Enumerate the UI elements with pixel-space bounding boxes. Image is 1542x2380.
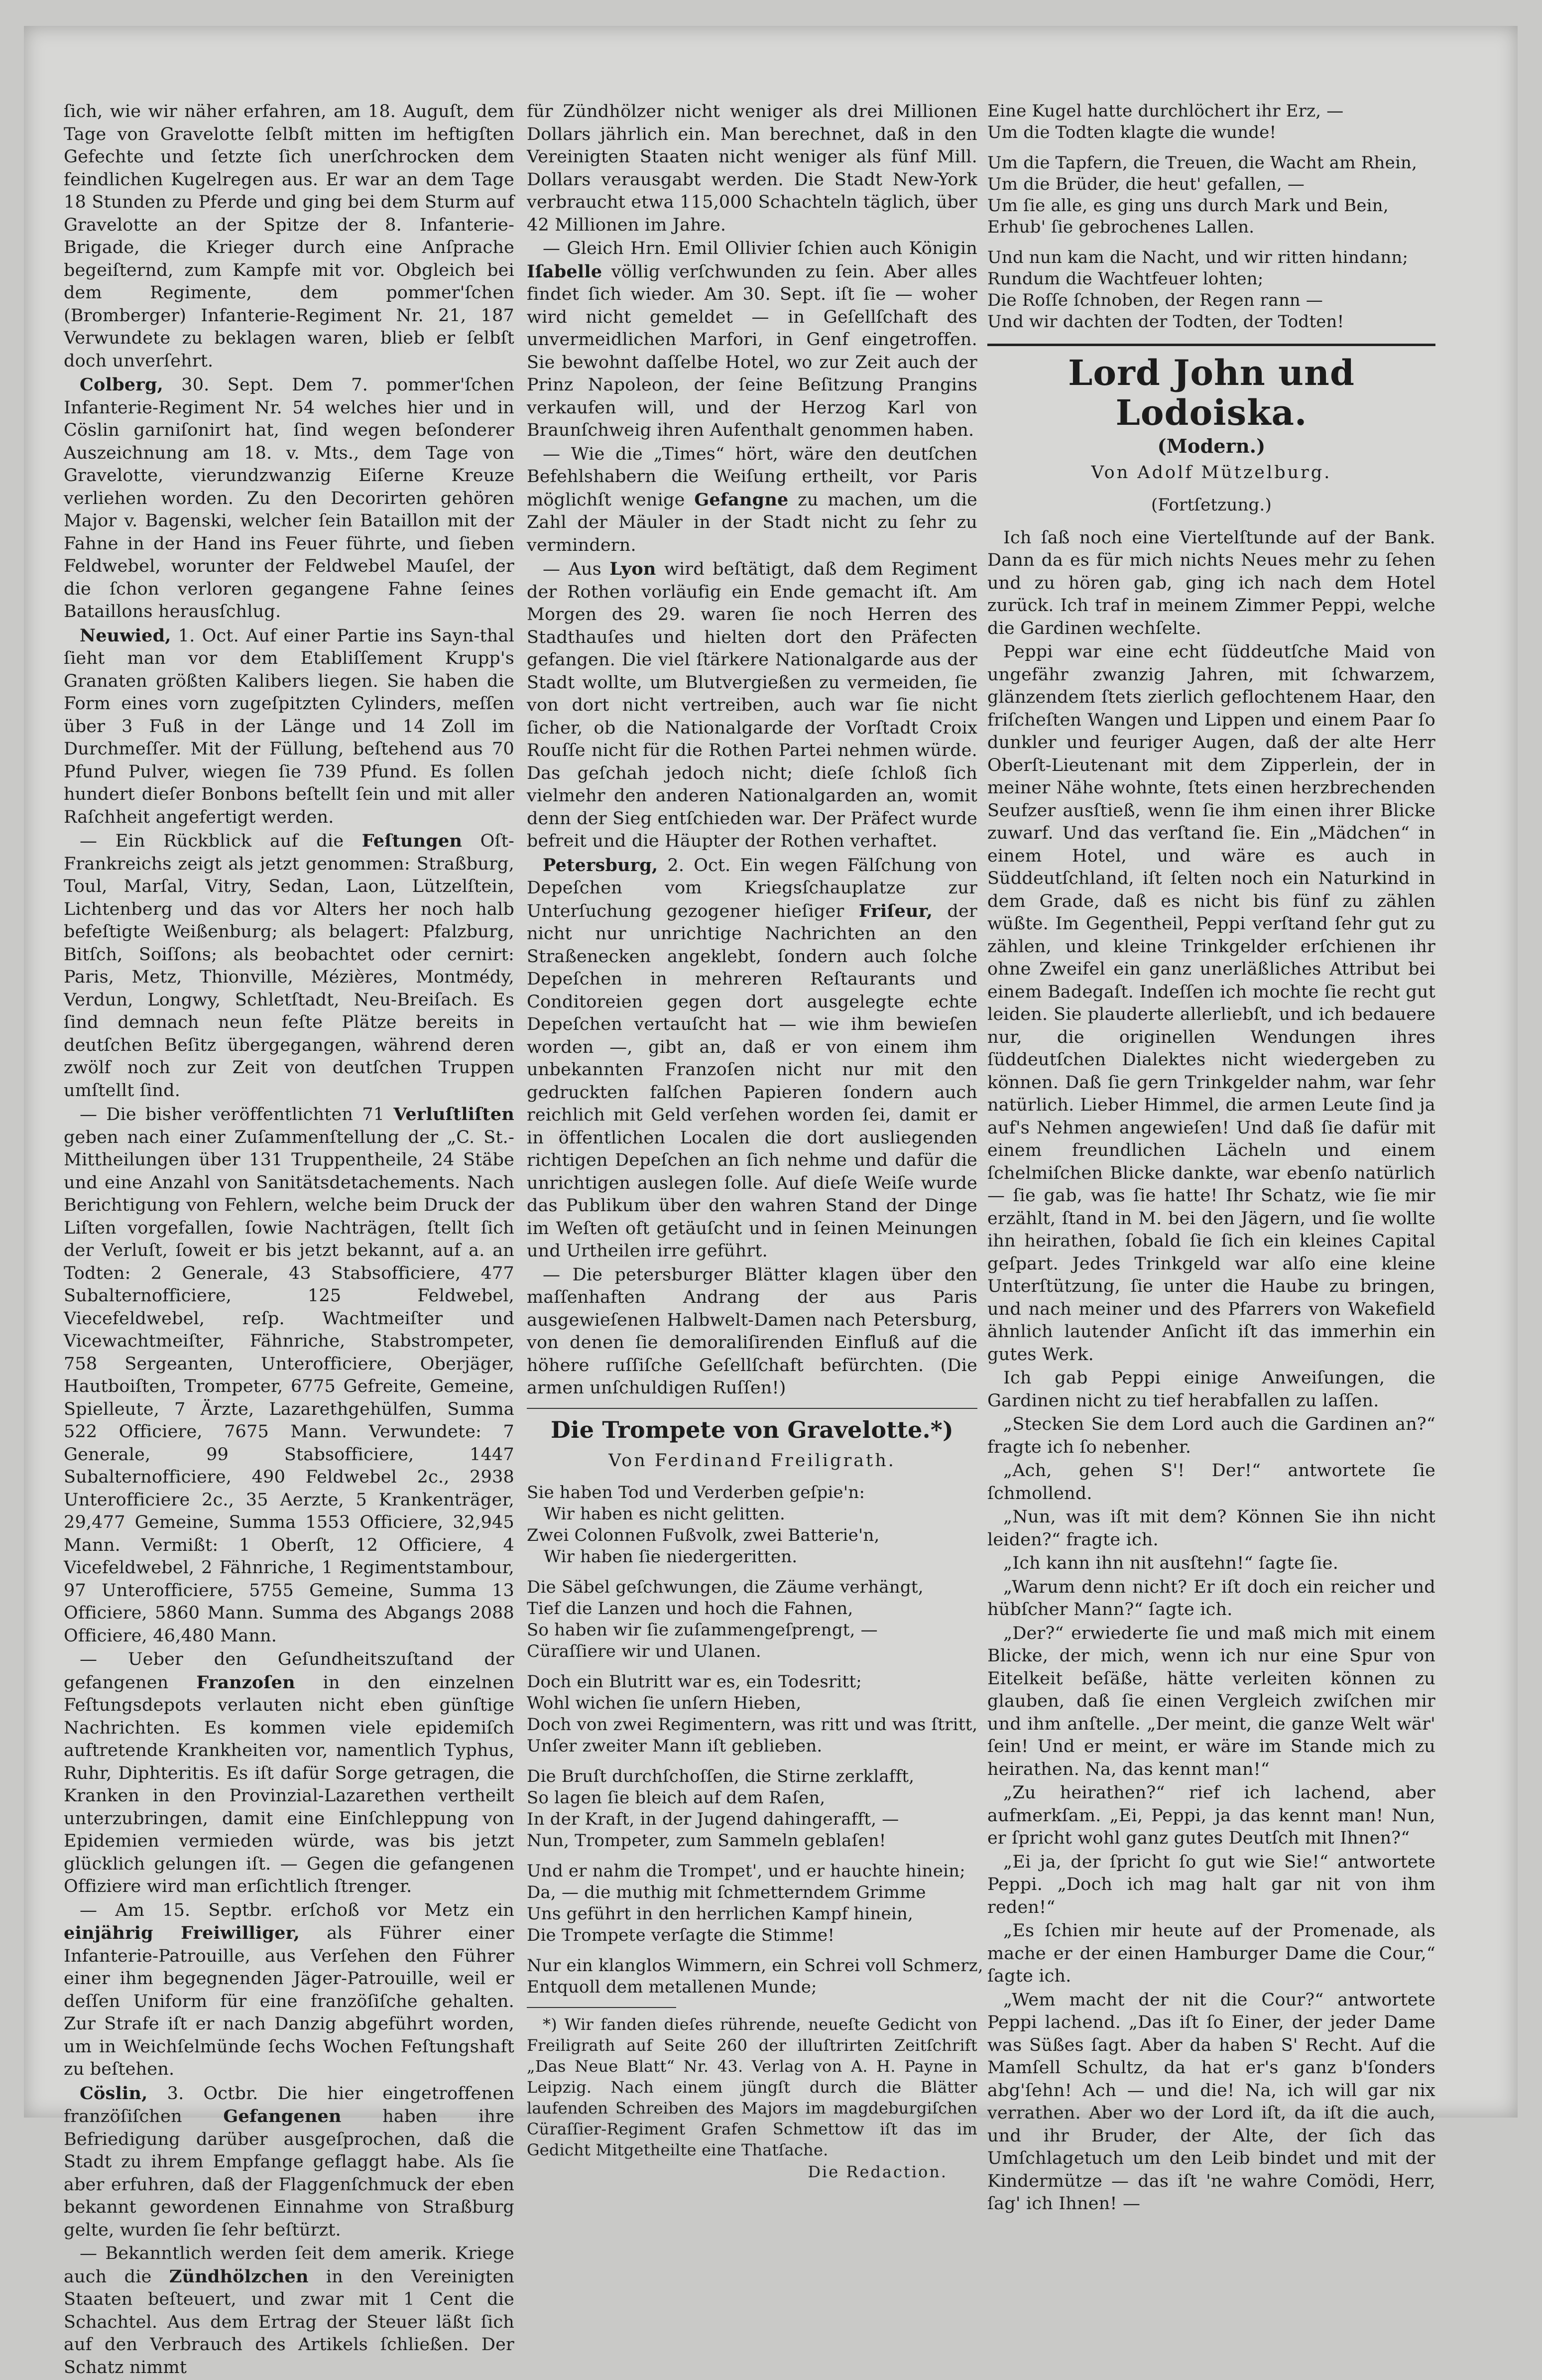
verse-line: Eine Kugel hatte durchlöchert ihr Erz, — — [987, 101, 1344, 121]
article-paragraph: — Die bisher veröffentlichten 71 Verluſtliſten geben nach einer Zuſammenſtellung der „C. St.-Mittheilungen über 131 Truppentheile, 24 Stäbe und eine Anzahl von Sanitätsdetachements. Nach Berichtigung von Fehlern, welche beim Druck der Liſten vorgefallen, ſowie Nachträgen, ſtellt ſich der Verluſt, ſoweit er bis jetzt bekannt, auf a. an Todten: 2 Generale, 43 Stabsofficiere, 477 Subalternofficiere, 125 Feldwebel, Viecefeldwebel, reſp. Wachtmeiſter und Vicewachtmeiſter, Fähnriche, Stabstrompeter, 758 Sergeanten, Unterofficiere, Oberjäger, Hautboiſten, Trompeter, 6775 Gefreite, Gemeine, Spielleute, 7 Ärzte, Lazarethgehülfen, Summa 522 Officiere, 7675 Mann. Verwundete: 7 Generale, 99 Stabsofficiere, 1447 Subalternofficiere, 490 Feldwebel 2c., 2938 Unterofficiere 2c., 35 Aerzte, 5 Krankenträger, 29,477 Gemeine, Summa 1553 Officiere, 32,945 Mann. Vermißt: 1 Oberſt, 12 Officiere, 4 Vicefeldwebel, 2 Fähnriche, 1 Regimentstambour, 97 Unterofficiere, 5755 Gemeine, Summa 13 Officiere, 5860 Mann. Summa des Abgangs 2088 Officiere, 46,480 Mann. — [64, 1104, 514, 1646]
poem-stanza — [527, 1577, 977, 1662]
dateline-colberg: Colberg, — [80, 375, 163, 395]
keyword-gefangenen: Gefangenen — [223, 2106, 342, 2127]
footnote-divider — [527, 2007, 676, 2008]
story-paragraph: „Ich kann ihn nit ausſtehn!“ ſagte ſie. — [1003, 1553, 1339, 1573]
verse-line: So lagen ſie bleich auf dem Raſen, — [527, 1788, 826, 1808]
verse-line: Wohl wichen ſie unſern Hieben, — [527, 1693, 802, 1713]
article-paragraph: — Gleich Hrn. Emil Ollivier ſchien auch Königin Iſabelle völlig verſchwunden zu ſein. Aber alles findet ſich wieder. Am 30. Sept. iſt ſie — woher wird nicht gemeldet — in Geſellſchaft des unvermeidlichen Marfori, in Genf eingetroffen. Sie bewohnt daſſelbe Hotel, wo zur Zeit auch der Prinz Napoleon, der ſeine Beſitzung Prangins verkaufen will, und der Herzog Karl von Braunſchweig ihren Aufenthalt genommen haben. — [527, 239, 977, 440]
keyword-zuendhoelzchen: Zündhölzchen — [169, 2266, 309, 2287]
story-paragraph: „Ach, gehen S'! Der!“ antwortete ſie ſchmollend. — [987, 1461, 1435, 1503]
keyword-verlustlisten: Verluſtliſten — [393, 1104, 514, 1125]
article-paragraph: — Am 15. Septbr. erſchoß vor Metz ein einjährig Freiwilliger, als Führer einer Infanterie-Patrouille, aus Verſehen den Führer einer ihm begegnenden Jäger-Patrouille, weil er deſſen Uniform für eine franzöſiſche gehalten. Zur Strafe iſt er nach Danzig abgeführt worden, um in Weichſelmünde ſechs Wochen Feſtungshaft zu beſtehen. — [64, 1900, 514, 2079]
poem-stanza — [527, 1671, 977, 1757]
poem-stanza — [987, 152, 1435, 238]
verse-line: Doch von zwei Regimentern, was ritt und was ſtritt, — [527, 1715, 978, 1735]
verse-line: Uns geführt in den herrlichen Kampf hinein, — [527, 1904, 914, 1924]
article-paragraph: — Bekanntlich werden ſeit dem amerik. Kriege auch die Zündhölzchen in den Vereinigten Staaten beſteuert, und zwar mit 1 Cent die Schachtel. Aus dem Ertrag der Steuer läßt ſich auf den Verbrauch des Artikels ſchließen. Der Schatz nimmt — [64, 2244, 514, 2378]
verse-line: Wir haben ſie niedergeritten. — [544, 1547, 798, 1567]
verse-line: Nun, Trompeter, zum Sammeln geblaſen! — [527, 1831, 886, 1851]
verse-line: Um die Tapfern, die Treuen, die Wacht am Rhein, — [987, 153, 1418, 173]
keyword-gefangne: Gefangne — [694, 489, 789, 510]
verse-line: Cüraſſiere wir und Ulanen. — [527, 1641, 761, 1661]
story-paragraph: „Warum denn nicht? Er iſt doch ein reicher und hübſcher Mann?“ ſagte ich. — [987, 1577, 1435, 1620]
verse-line: Nur ein klanglos Wimmern, ein Schrei voll Schmerz, — [527, 1956, 983, 1976]
verse-line: Sie haben Tod und Verderben geſpie'n: — [527, 1483, 865, 1503]
poem-byline: Von Ferdinand Freiligrath. — [608, 1450, 896, 1471]
dateline-neuwied: Neuwied, — [80, 625, 171, 646]
verse-line: Und er nahm die Trompet', und er hauchte hinein; — [527, 1861, 965, 1881]
column-middle — [527, 101, 983, 2182]
verse-line: So haben wir ſie zuſammengeſprengt, — — [527, 1620, 878, 1640]
article-paragraph: — Ein Rückblick auf die Feſtungen Oſt-Frankreichs zeigt als jetzt genommen: Straßburg, Toul, Marſal, Vitry, Sedan, Laon, Lützelſtein, Lichtenberg und das vor Alters her noch halb befeſtigte Weißenburg; als belagert: Pfalzburg, Bitſch, Soiſſons; als beobachtet oder cernirt: Paris, Metz, Thionville, Mézières, Montmédy, Verdun, Longwy, Schletſtadt, Neu-Breiſach. Es ſind demnach neun feſte Plätze bereits in deutſchen Beſitz übergegangen, während deren zwölf noch zur Zeit von deutſchen Truppen umſtellt ſind. — [64, 831, 514, 1101]
verse-line: Tief die Lanzen und hoch die Fahnen, — [527, 1599, 853, 1619]
keyword-friseur: Friſeur, — [858, 900, 933, 921]
story-byline: Von Adolf Mützelburg. — [1091, 462, 1332, 483]
signature: Die Redaction. — [808, 2162, 948, 2181]
keyword-franzosen: Franzoſen — [196, 1672, 295, 1693]
poem-stanza — [527, 1861, 977, 1946]
verse-line: Die Bruſt durchſchoſſen, die Stirne zerklafft, — [527, 1766, 915, 1786]
story-title: Lord John und Lodoiska. — [1068, 352, 1355, 433]
article-paragraph: — Die petersburger Blätter klagen über den maſſenhaften Andrang der aus Paris ausgewieſenen Halbwelt-Damen nach Petersburg, von denen ſie demoraliſirenden Einfluß auf die höhere ruſſiſche Geſellſchaft befürchten. (Die armen unſchuldigen Ruſſen!) — [527, 1264, 977, 1398]
poem-stanza — [527, 1482, 977, 1568]
verse-line: In der Kraft, in der Jugend dahingerafft, — — [527, 1809, 899, 1829]
verse-line: Die Trompete verſagte die Stimme! — [527, 1925, 835, 1945]
verse-line: Doch ein Blutritt war es, ein Todesritt; — [527, 1672, 862, 1692]
verse-line: Wir haben es nicht gelitten. — [544, 1504, 785, 1524]
article-paragraph: für Zündhölzer nicht weniger als drei Millionen Dollars jährlich ein. Man berechnet, daß in den Vereinigten Staaten nicht weniger als fünf Mill. Dollars verausgabt werden. Die Stadt New-York verbraucht etwa 115,000 Schachteln täglich, über 42 Millionen im Jahre. — [527, 102, 977, 235]
dateline-petersburg: Petersburg, — [543, 855, 658, 876]
article-paragraph: Petersburg, 2. Oct. Ein wegen Fälſchung von Depeſchen vom Kriegsſchauplatze zur Unterſuchung gezogener hieſiger Friſeur, der nicht nur unrichtige Nachrichten an den Straßenecken angeklebt, ſondern auch ſolche Depeſchen in mehreren Reſtaurants und Conditoreien gegen dort ausgelegte echte Depeſchen vertauſcht hat — wie ihm bewieſen worden —, gibt an, daß er von einem ihm unbekannten Franzoſen nicht nur mit den gedruckten falſchen Papieren ſondern auch reichlich mit Geld verſehen worden ſei, damit er in öffentlichen Localen die dort ausliegenden richtigen Depeſchen an ſich nehme und dafür die unrichtigen auslegen ſolle. Auf dieſe Weiſe wurde das Publikum über den wahren Stand der Dinge im Weſten oft getäuſcht und in ſeinen Meinungen und Urtheilen irre geführt. — [527, 855, 977, 1261]
verse-line: Erhub' ſie gebrochenes Lallen. — [987, 217, 1255, 237]
article-paragraph: — Wie die „Times“ hört, wäre den deutſchen Befehlshabern die Weiſung ertheilt, vor Paris möglichſt wenige Gefangne zu machen, um die Zahl der Mäuler in der Stadt nicht zu ſehr zu vermindern. — [527, 444, 977, 555]
article-paragraph: Neuwied, 1. Oct. Auf einer Partie ins Sayn-thal ſieht man vor dem Etabliſſement Krupp's Granaten größten Kalibers liegen. Sie haben die Form eines vorn zugeſpitzten Cylinders, meſſen über 3 Fuß in der Länge und 14 Zoll im Durchmeſſer. Mit der Füllung, beſtehend aus 70 Pfund Pulver, wiegen ſie 739 Pfund. Es ſollen hundert dieſer Bonbons beſtellt ſein und mit aller Raſchheit angefertigt werden. — [64, 625, 514, 827]
verse-line: Und nun kam die Nacht, und wir ritten hindann; — [987, 248, 1409, 267]
verse-line: Unſer zweiter Mann iſt geblieben. — [527, 1736, 823, 1756]
verse-line: Um die Brüder, die heut' gefallen, — — [987, 174, 1305, 194]
article-paragraph: — Aus Lyon wird beſtätigt, daß dem Regiment der Rothen vorläufig ein Ende gemacht iſt. Am Morgen des 29. waren ſie noch Herren des Stadthauſes und hielten dort den Präfecten gefangen. Die viel ſtärkere Nationalgarde aus der Stadt wollte, um Blutvergießen zu vermeiden, ſie von dort nicht vertreiben, auch war ſie nicht ſicher, ob die Nationalgarde der Vorſtadt Croix Rouſſe nicht für die Rothen Partei nehmen würde. Das geſchah jedoch nicht; dieſe ſchloß ſich vielmehr den anderen Nationalgarden an, womit denn der Sieg entſchieden war. Der Präfect wurde befreit und die Häupter der Rothen verhaftet. — [527, 559, 977, 851]
column-left — [64, 101, 514, 2380]
article-paragraph: Cöslin, 3. Octbr. Die hier eingetroffenen franzöſiſchen Gefangenen haben ihre Befriedigung darüber ausgeſprochen, daß die Stadt zu ihrem Empfange geflaggt habe. Als ſie aber erfuhren, daß der Flaggenſchmuck der eben bekannt gewordenen Einnahme von Straßburg gelte, wurden ſie ſehr beſtürzt. — [64, 2083, 514, 2240]
story-paragraph: „Es ſchien mir heute auf der Promenade, als mache er der einen Hamburger Dame die Cour,“ ſagte ich. — [987, 1921, 1435, 1986]
story-paragraph: Peppi war eine echt ſüddeutſche Maid von ungefähr zwanzig Jahren, mit ſchwarzem, glänzendem ſtets zierlich geflochtenem Haar, den friſcheſten Wangen und Lippen und einem Paar ſo dunkler und feuriger Augen, daß der alte Herr Oberſt-Lieutenant mit dem Zipperlein, der in meiner Nähe wohnte, ſtets einen herzbrechenden Seufzer ausſtieß, wenn ſie ihm einen ihrer Blicke zuwarf. Und das verſtand ſie. Ein „Mädchen“ in einem Hotel, und wäre es auch in Süddeutſchland, iſt ſelten noch ein Naturkind in dem Grade, daß es nicht bis fünf zu zählen wüßte. Im Gegentheil, Peppi verſtand ſehr gut zu zählen, und kleine Trinkgelder erſchienen ihr ohne Zweifel ein ganz unerläßliches Attribut bei einem Badegaſt. Indeſſen ich mochte ſie recht gut leiden. Sie plauderte allerliebſt, und ich bedauere nur, die originellen Wendungen ihres ſüddeutſchen Dialektes nicht wiedergeben zu können. Daß ſie gern Trinkgelder nahm, war ſehr natürlich. Lieber Himmel, die armen Leute ſind ja auf's Nehmen angewieſen! Und daß ſie dafür mit einem freundlichen Lächeln und einem ſchelmiſchen Blicke dankte, war ebenſo natürlich — ſie gab, was ſie hatte! Ihr Schatz, wie ſie mir erzählt, ſtand in M. bei den Jägern, und ſie wollte ihn heirathen, ſobald ſie ſich ein kleines Capital geſpart. Jedes Trinkgeld war alſo eine kleine Unterſtützung, ſie unter die Haube zu bringen, und nach meiner und des Pfarrers von Wakefield ähnlich lautender Anſicht iſt das immerhin ein gutes Werk. — [987, 642, 1435, 1365]
story-continuation-note: (Fortſetzung.) — [1151, 495, 1272, 515]
article-paragraph: Colberg, 30. Sept. Dem 7. pommer'ſchen Infanterie-Regiment Nr. 54 welches hier und in Cöslin garniſonirt hat, ſind wegen beſonderer Auszeichnung am 18. v. Mts., dem Tage von Gravelotte, vierundzwanzig Eiſerne Kreuze verliehen worden. Zu den Decorirten gehören Major v. Bagenski, welcher ſein Bataillon mit der Fahne in der Hand ins Feuer führte, und ſieben Feldwebel, worunter der Feldwebel Mauſel, der die ſchon verloren gegangene Fahne ſeines Bataillons herausſchlug. — [64, 375, 514, 622]
poem-stanza — [987, 101, 1435, 143]
verse-line: Die Roſſe ſchnoben, der Regen rann — — [987, 290, 1323, 310]
article-paragraph: — Ueber den Geſundheitszuſtand der gefangenen Franzoſen in den einzelnen Feſtungsdepots verlauten nicht eben günſtige Nachrichten. Es kommen viele epidemiſch auftretende Krankheiten vor, namentlich Typhus, Ruhr, Diphteritis. Es iſt dafür Sorge getragen, die Kranken in den Provinzial-Lazarethen vertheilt unterzubringen, damit eine Einſchleppung von Epidemien vermieden würde, was bis jetzt glücklich gelungen iſt. — Gegen die gefangenen Offiziere wird man erſichtlich ſtrenger. — [64, 1649, 514, 1896]
story-paragraph: Ich ſaß noch eine Viertelſtunde auf der Bank. Dann da es für mich nichts Neues mehr zu ſehen und zu hören gab, ging ich nach dem Hotel zurück. Ich traf in meinem Zimmer Peppi, welche die Gardinen wechſelte. — [987, 527, 1435, 638]
divider — [527, 1408, 977, 1409]
verse-line: Entquoll dem metallenen Munde; — [527, 1977, 817, 1997]
story-paragraph: „Wem macht der nit die Cour?“ antwortete Peppi lachend. „Das iſt ſo Einer, der jeder Dame was Süßes ſagt. Aber da haben S' Recht. Auf die Mamſell Schultz, da hat er's ganz b'ſonders abg'ſehn! Ach — und die! Na, ich will gar nix verrathen. Aber wo der Lord iſt, da iſt die auch, und ihr Bruder, der Alte, der ſich das Umſchlagetuch um den Leib bindet und mit der Kindermütze — das iſt 'ne wahre Comödi, Herr, ſag' ich Ihnen! — — [987, 1990, 1435, 2214]
article-paragraph: ſich, wie wir näher erfahren, am 18. Auguſt, dem Tage von Gravelotte ſelbſt mitten im heftigſten Gefechte und ſetzte ſich unerſchrocken dem feindlichen Kugelregen aus. Er war an dem Tage 18 Stunden zu Pferde und ging bei dem Sturm auf Gravelotte an der Spitze der 8. Infanterie-Brigade, die Krieger durch eine Anſprache begeiſternd, zum Kampfe mit vor. Obgleich bei dem Regimente, dem pommer'ſchen (Bromberger) Infanterie-Regiment Nr. 21, 187 Verwundete zu beklagen waren, blieb er ſelbſt doch unverſehrt. — [64, 102, 514, 371]
story-subtitle: (Modern.) — [1157, 435, 1266, 457]
verse-line: Um ſie alle, es ging uns durch Mark und Bein, — [987, 196, 1389, 216]
poem-stanza — [987, 247, 1435, 333]
verse-line: Die Säbel geſchwungen, die Zäume verhängt, — [527, 1577, 924, 1597]
story-paragraph: „Stecken Sie dem Lord auch die Gardinen an?“ fragte ich ſo nebenher. — [987, 1414, 1435, 1457]
poem-title: Die Trompete von Gravelotte.*) — [550, 1416, 954, 1443]
story-paragraph: „Zu heirathen?“ rief ich lachend, aber aufmerkſam. „Ei, Peppi, ja das kennt man! Nun, er ſpricht wohl ganz gutes Deutſch mit Ihnen?“ — [987, 1783, 1435, 1848]
keyword-isabelle: Iſabelle — [527, 261, 602, 282]
verse-line: Rundum die Wachtfeuer lohten; — [987, 269, 1264, 289]
story-paragraph: „Der?“ erwiederte ſie und maß mich mit einem Blicke, der mich, wenn ich nur eine Spur von Eitelkeit beſäße, hätte verleiten können zu glauben, daß ſie einen Vergleich zwiſchen mir und ihm anſtelle. „Der meint, die ganze Welt wär' ſein! Und er meint, er wäre im Stande mich zu heirathen. Na, das kennt man!“ — [987, 1623, 1435, 1779]
story-paragraph: Ich gab Peppi einige Anweiſungen, die Gardinen nicht zu tief herabfallen zu laſſen. — [987, 1368, 1435, 1411]
column-right — [987, 101, 1435, 2217]
keyword-lyon: Lyon — [609, 559, 656, 579]
verse-line: Um die Todten klagte die wunde! — [987, 123, 1277, 142]
footnote: *) Wir fanden dieſes rührende, neueſte Gedicht von Freiligrath auf Seite 260 der illuſtrirten Zeitſchrift „Das Neue Blatt“ Nr. 43. Verlag von A. H. Payne in Leipzig. Nach einem jüngſt durch die Blätter laufenden Schreiben des Majors im magdeburgiſchen Cüraſſier-Regiment Grafen Schmettow iſt das im Gedicht Mitgetheilte eine Thatſache. — [527, 2015, 977, 2159]
divider — [987, 344, 1435, 346]
poem-continued — [987, 101, 1435, 333]
verse-line: Da, — die muthig mit ſchmetterndem Grimme — [527, 1882, 926, 1902]
story-paragraph: „Nun, was iſt mit dem? Können Sie ihn nicht leiden?“ fragte ich. — [987, 1507, 1435, 1550]
story-paragraph: „Ei ja, der ſpricht ſo gut wie Sie!“ antwortete Peppi. „Doch ich mag halt gar nit von ihm reden!“ — [987, 1852, 1435, 1917]
newspaper-page — [24, 26, 1518, 2378]
dateline-coeslin: Cöslin, — [80, 2083, 148, 2104]
poem-stanza — [527, 1955, 983, 1998]
verse-line: Zwei Colonnen Fußvolk, zwei Batterie'n, — [527, 1525, 880, 1545]
poem-stanza — [527, 1766, 977, 1852]
poem — [527, 1482, 983, 1998]
verse-line: Und wir dachten der Todten, der Todten! — [987, 312, 1344, 332]
keyword-freiwilliger: einjährig Freiwilliger, — [64, 1923, 300, 1943]
keyword-festungen: Feſtungen — [361, 831, 463, 851]
